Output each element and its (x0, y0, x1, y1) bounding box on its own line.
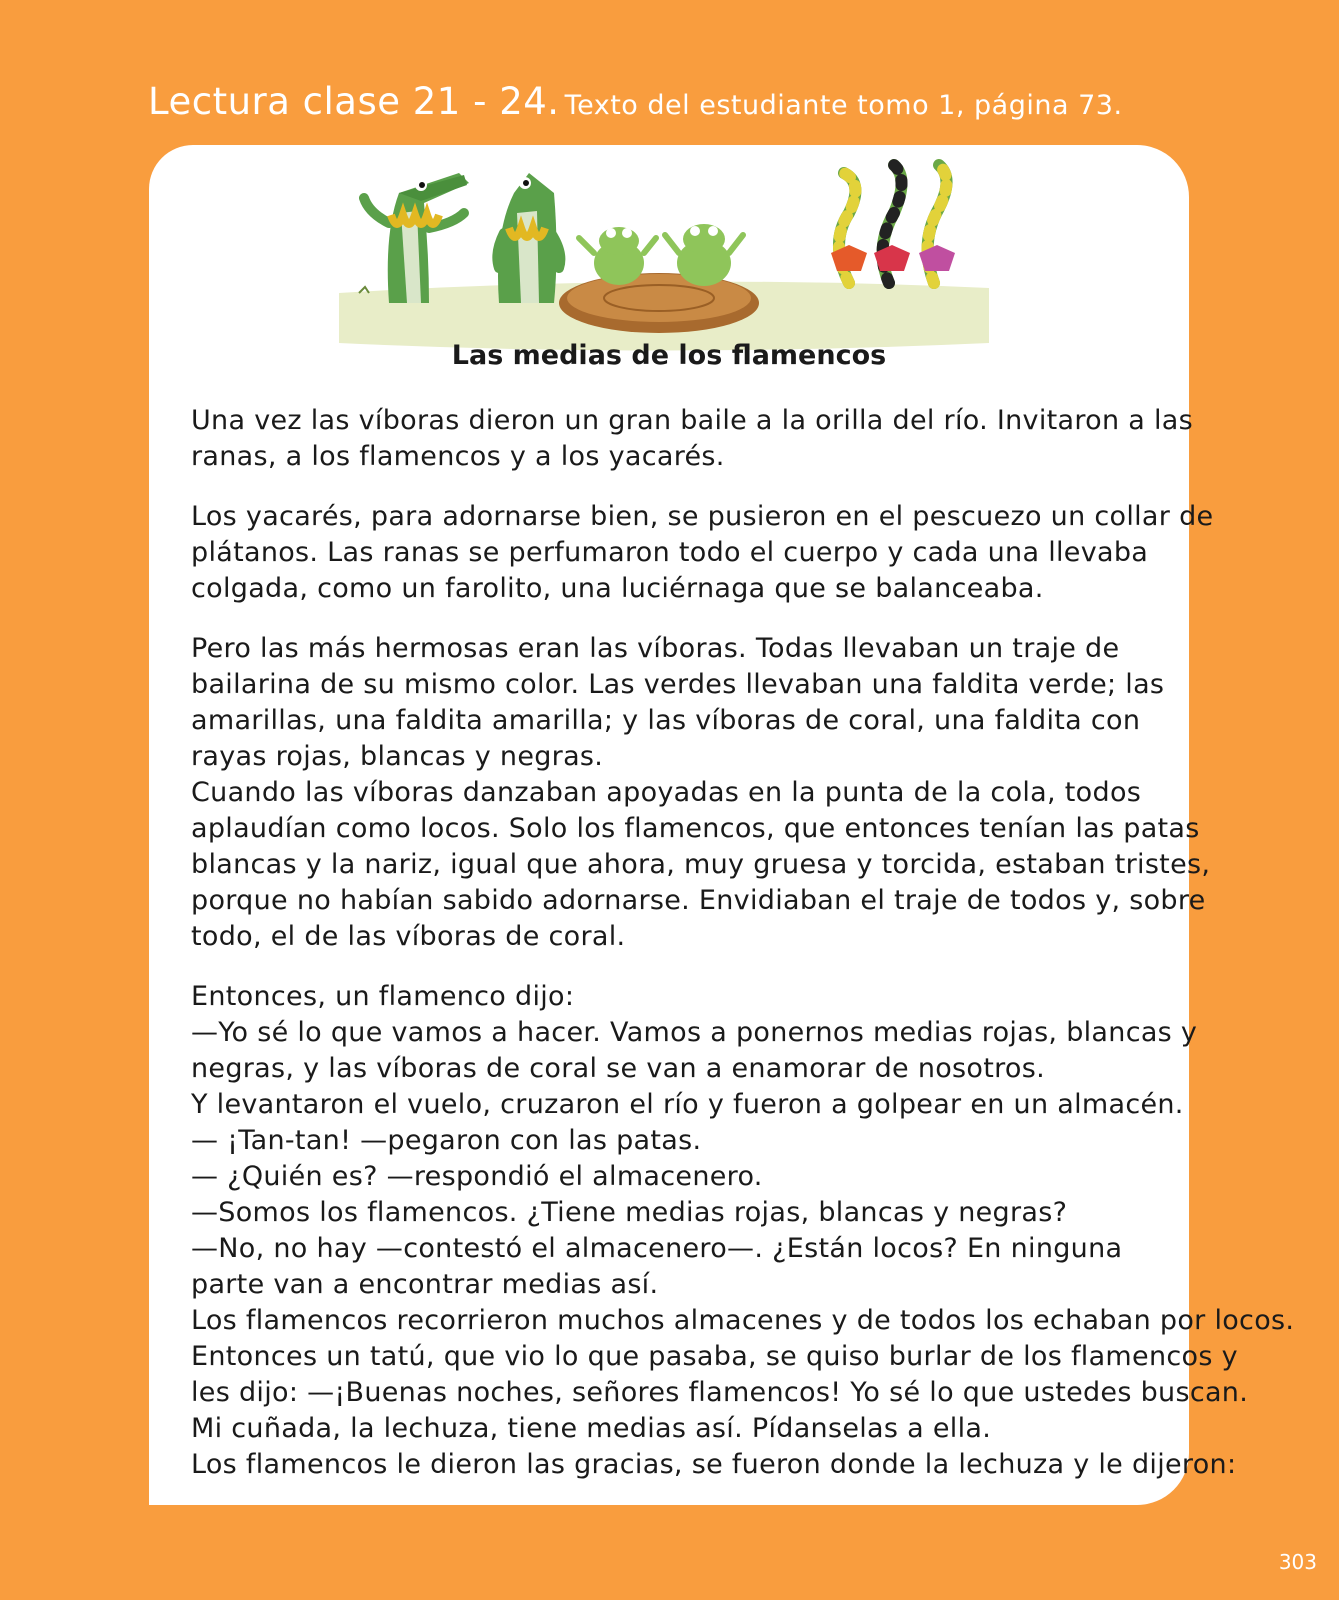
story-line: Los flamencos le dieron las gracias, se fueron donde la lechuza y le dijeron: (191, 1449, 1237, 1480)
story-line: bailarina de su mismo color. Las verdes llevaban una faldita verde; las (191, 669, 1165, 700)
story-line: Mi cuñada, la lechuza, tiene medias así. Pídanselas a ella. (191, 1413, 992, 1444)
story-line: porque no habían sabido adornarse. Envidiaban el traje de todos y, sobre (191, 885, 1206, 916)
story-line: Una vez las víboras dieron un gran baile a la orilla del río. Invitaron a las (191, 405, 1194, 436)
story-line: aplaudían como locos. Solo los flamencos, que entonces tenían las patas (191, 813, 1200, 844)
story-line: rayas rojas, blancas y negras. (191, 741, 604, 772)
story-line: Los flamencos recorrieron muchos almacenes y de todos los echaban por locos. (191, 1305, 1295, 1336)
page-header (148, 80, 1123, 123)
story-line: plátanos. Las ranas se perfumaron todo el cuerpo y cada una llevaba (191, 537, 1149, 568)
story-line: ranas, a los flamencos y a los yacarés. (191, 441, 725, 472)
story-line: —Somos los flamencos. ¿Tiene medias rojas, blancas y negras? (191, 1197, 1068, 1228)
story-line: Y levantaron el vuelo, cruzaron el río y fueron a golpear en un almacén. (191, 1089, 1184, 1120)
story-line: todo, el de las víboras de coral. (191, 921, 626, 952)
story-illustration (329, 153, 999, 363)
story-line: blancas y la nariz, igual que ahora, muy gruesa y torcida, estaban tristes, (191, 849, 1211, 880)
story-line: — ¡Tan-tan! —pegaron con las patas. (191, 1125, 702, 1156)
page-number: 303 (1278, 1550, 1317, 1574)
story-line: Los yacarés, para adornarse bien, se pusieron en el pescuezo un collar de (191, 501, 1214, 532)
story-line: parte van a encontrar medias así. (191, 1269, 659, 1300)
story-line: colgada, como un farolito, una luciérnaga que se balanceaba. (191, 573, 1044, 604)
story-line: Cuando las víboras danzaban apoyadas en la punta de la cola, todos (191, 777, 1142, 808)
story-line: — ¿Quién es? —respondió el almacenero. (191, 1161, 763, 1192)
story-line: Pero las más hermosas eran las víboras. Todas llevaban un traje de (191, 633, 1120, 664)
header-lesson: Lectura clase 21 - 24. (148, 80, 560, 123)
header-source: Texto del estudiante tomo 1, página 73. (564, 90, 1123, 121)
story-line: —Yo sé lo que vamos a hacer. Vamos a ponernos medias rojas, blancas y (191, 1017, 1198, 1048)
story-title: Las medias de los flamencos (451, 340, 887, 371)
story-body (191, 403, 1295, 1483)
story-line: les dijo: —¡Buenas noches, señores flamencos! Yo sé lo que ustedes buscan. (191, 1377, 1249, 1408)
story-line: —No, no hay —contestó el almacenero—. ¿Están locos? En ninguna (191, 1233, 1123, 1264)
story-line: amarillas, una faldita amarilla; y las víboras de coral, una faldita con (191, 705, 1141, 736)
story-line: Entonces un tatú, que vio lo que pasaba, se quiso burlar de los flamencos y (191, 1341, 1238, 1372)
story-line: Entonces, un flamenco dijo: (191, 981, 575, 1012)
story-line: negras, y las víboras de coral se van a enamorar de nosotros. (191, 1053, 1045, 1084)
reading-card (149, 145, 1295, 1505)
